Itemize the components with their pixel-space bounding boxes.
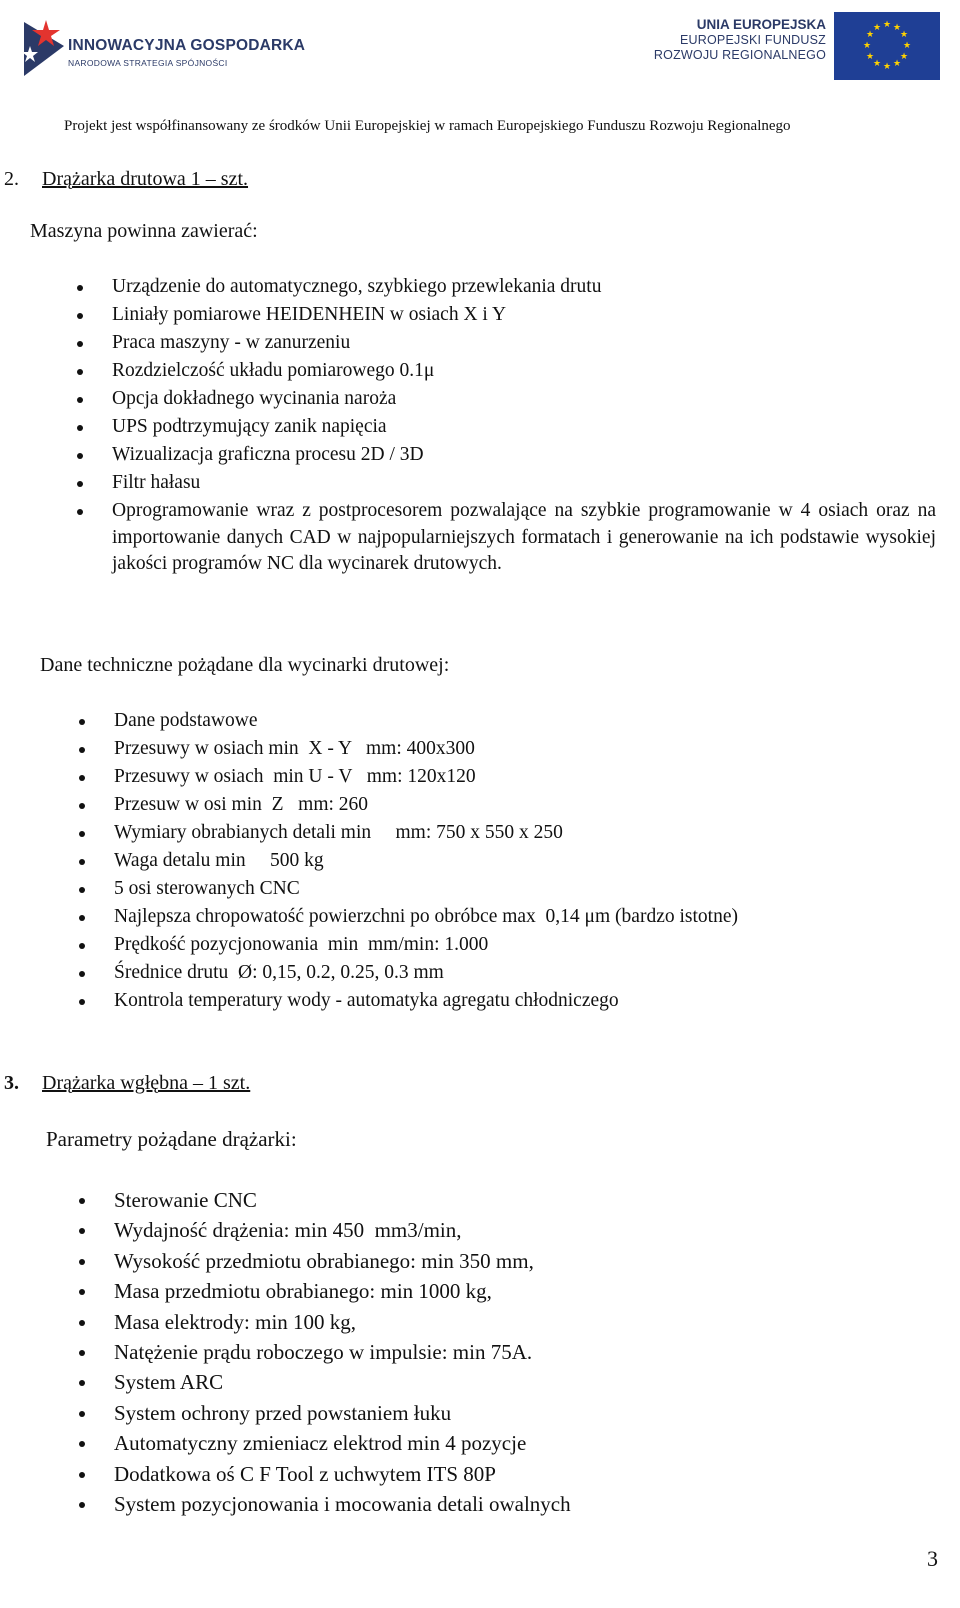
- section2-heading: [4, 168, 248, 191]
- bullet-icon: [79, 1441, 85, 1447]
- tech-data-list: [114, 708, 738, 1016]
- svg-text:★: ★: [882, 20, 892, 30]
- ig-logo-subtitle: NARODOWA STRATEGIA SPÓJNOŚCI: [68, 58, 228, 68]
- eu-flag-icon: [834, 12, 940, 80]
- list-item: Przesuwy w osiach min X - Y mm: 400x300: [114, 736, 738, 764]
- bullet-icon: [79, 1411, 85, 1417]
- ig-star-emblem-icon: [16, 16, 66, 82]
- unia-europejska-logo: [653, 12, 940, 80]
- list-item: Rozdzielczość układu pomiarowego 0.1μ: [112, 358, 936, 386]
- list-item: Wydajność drążenia: min 450 mm3/min,: [114, 1216, 571, 1246]
- list-item: Filtr hałasu: [112, 470, 936, 498]
- bullet-icon: [79, 887, 85, 893]
- section2-feature-list: [112, 274, 936, 578]
- innowacyjna-gospodarka-logo: [16, 14, 316, 84]
- section3-title: Drążarka wgłębna – 1 szt.: [42, 1072, 251, 1094]
- section2-number: 2.: [4, 168, 19, 190]
- svg-text:★: ★: [865, 52, 875, 62]
- list-item: Liniały pomiarowe HEIDENHEIN w osiach X i Y: [112, 302, 936, 330]
- bullet-icon: [77, 313, 83, 319]
- bullet-icon: [79, 1320, 85, 1326]
- svg-text:★: ★: [872, 23, 882, 33]
- bullet-icon: [79, 719, 85, 725]
- section3-heading: [4, 1072, 250, 1095]
- bullet-icon: [79, 1198, 85, 1204]
- list-item: Automatyczny zmieniacz elektrod min 4 pozycje: [114, 1429, 571, 1459]
- ig-logo-title: INNOWACYJNA GOSPODARKA: [68, 37, 306, 54]
- cofinancing-note: Projekt jest współfinansowany ze środków Unii Europejskiej w ramach Europejskiego Funduszu Rozwoju Regionalnego: [64, 118, 791, 134]
- list-item: Przesuw w osi min Z mm: 260: [114, 792, 738, 820]
- list-item: Oprogramowanie wraz z postprocesorem pozwalające na szybkie programowanie w 4 osiach oraz na importowanie danych CAD w najpopularniejszych formatach i generowanie na ich podstawie wysokiej jakości programów NC dla wycinarek drutowych.: [112, 498, 936, 578]
- bullet-icon: [77, 397, 83, 403]
- ue-logo-line2: EUROPEJSKI FUNDUSZ: [680, 33, 826, 47]
- bullet-icon: [79, 1350, 85, 1356]
- bullet-icon: [79, 1259, 85, 1265]
- list-item: System ARC: [114, 1368, 571, 1398]
- bullet-icon: [77, 285, 83, 291]
- list-item: Waga detalu min 500 kg: [114, 848, 738, 876]
- bullet-icon: [79, 999, 85, 1005]
- ue-logo-line1: UNIA EUROPEJSKA: [696, 17, 826, 32]
- bullet-icon: [79, 1289, 85, 1295]
- bullet-icon: [79, 1380, 85, 1386]
- list-item: Kontrola temperatury wody - automatyka agregatu chłodniczego: [114, 988, 738, 1016]
- svg-text:★: ★: [902, 41, 912, 51]
- bullet-icon: [77, 369, 83, 375]
- bullet-icon: [79, 1228, 85, 1234]
- bullet-icon: [77, 509, 83, 515]
- bullet-icon: [79, 1472, 85, 1478]
- list-item: System ochrony przed powstaniem łuku: [114, 1399, 571, 1429]
- bullet-icon: [77, 453, 83, 459]
- list-item: Wizualizacja graficzna procesu 2D / 3D: [112, 442, 936, 470]
- bullet-icon: [79, 803, 85, 809]
- bullet-icon: [77, 481, 83, 487]
- list-item: Urządzenie do automatycznego, szybkiego przewlekania drutu: [112, 274, 936, 302]
- list-item: Opcja dokładnego wycinania naroża: [112, 386, 936, 414]
- svg-text:★: ★: [862, 41, 872, 51]
- section3-parameter-list: [114, 1186, 571, 1520]
- bullet-icon: [79, 915, 85, 921]
- svg-text:★: ★: [899, 30, 909, 40]
- list-item: Najlepsza chropowatość powierzchni po obróbce max 0,14 μm (bardzo istotne): [114, 904, 738, 932]
- list-item: System pozycjonowania i mocowania detali owalnych: [114, 1490, 571, 1520]
- svg-text:★: ★: [882, 62, 892, 72]
- list-item: Średnice drutu Ø: 0,15, 0.2, 0.25, 0.3 mm: [114, 960, 738, 988]
- bullet-icon: [79, 1502, 85, 1508]
- list-item: Sterowanie CNC: [114, 1186, 571, 1216]
- tech-data-intro: Dane techniczne pożądane dla wycinarki drutowej:: [40, 654, 450, 676]
- list-item: Przesuwy w osiach min U - V mm: 120x120: [114, 764, 738, 792]
- svg-text:★: ★: [892, 23, 902, 33]
- svg-text:★: ★: [899, 52, 909, 62]
- bullet-icon: [77, 425, 83, 431]
- list-item: Natężenie prądu roboczego w impulsie: min 75A.: [114, 1338, 571, 1368]
- list-item: Wymiary obrabianych detali min mm: 750 x 550 x 250: [114, 820, 738, 848]
- ue-logo-line3: ROZWOJU REGIONALNEGO: [653, 48, 826, 62]
- list-item: Wysokość przedmiotu obrabianego: min 350 mm,: [114, 1247, 571, 1277]
- svg-text:★: ★: [892, 59, 902, 69]
- section3-number: 3.: [4, 1072, 19, 1094]
- list-item: Praca maszyny - w zanurzeniu: [112, 330, 936, 358]
- list-item: Dane podstawowe: [114, 708, 738, 736]
- section2-title: Drążarka drutowa 1 – szt.: [42, 168, 249, 190]
- list-item: Prędkość pozycjonowania min mm/min: 1.000: [114, 932, 738, 960]
- bullet-icon: [79, 747, 85, 753]
- bullet-icon: [79, 943, 85, 949]
- list-item: Dodatkowa oś C F Tool z uchwytem ITS 80P: [114, 1460, 571, 1490]
- bullet-icon: [79, 775, 85, 781]
- bullet-icon: [79, 859, 85, 865]
- page-number: 3: [927, 1546, 938, 1571]
- bullet-icon: [79, 971, 85, 977]
- list-item: Masa elektrody: min 100 kg,: [114, 1308, 571, 1338]
- list-item: 5 osi sterowanych CNC: [114, 876, 738, 904]
- svg-text:★: ★: [865, 30, 875, 40]
- list-item: Masa przedmiotu obrabianego: min 1000 kg,: [114, 1277, 571, 1307]
- svg-text:★: ★: [872, 59, 882, 69]
- list-item: UPS podtrzymujący zanik napięcia: [112, 414, 936, 442]
- bullet-icon: [79, 831, 85, 837]
- section3-intro: Parametry pożądane drążarki:: [46, 1127, 297, 1151]
- section2-intro: Maszyna powinna zawierać:: [30, 220, 258, 242]
- bullet-icon: [77, 341, 83, 347]
